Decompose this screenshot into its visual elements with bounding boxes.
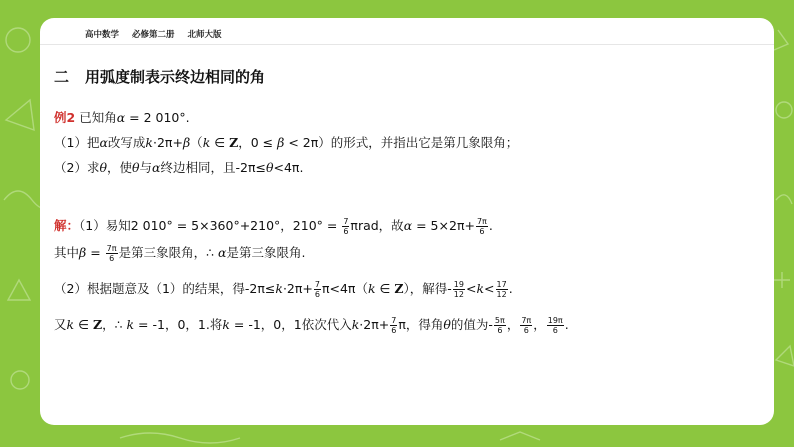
question-1: （1）把α改写成k·2π+β（k ∈ Z，0 ≤ β < 2π）的形式，并指出它是第几象限角； <box>54 135 519 150</box>
solution-line-3: （2）根据题意及（1）的结果，得-2π≤k·2π+ $\frac{7}{6}$ π<4π（k ∈ Z），解得- $\frac{19}{12}$ <k< $\frac{17}{12}$ . <box>54 280 513 299</box>
fraction: $\frac{7}{6}$ <box>343 217 349 236</box>
fraction: $\frac{7}{6}$ <box>314 280 320 299</box>
header-divider <box>40 44 774 45</box>
fraction: $\frac{7\pi}{6}$ <box>476 217 487 236</box>
fraction: $\frac{7}{6}$ <box>391 316 397 335</box>
section-title <box>54 66 265 87</box>
fraction: $\frac{5\pi}{6}$ <box>494 316 505 335</box>
book-tag: 必修第二册 <box>131 30 175 40</box>
solution-label: 解： <box>54 218 80 233</box>
fraction: $\frac{7\pi}{6}$ <box>106 244 117 263</box>
subject-tag: 高中数学 <box>85 30 120 40</box>
section-heading: 用弧度制表示终边相同的角 <box>85 68 266 86</box>
example-statement: 例2 已知角α = 2 010°. <box>54 110 190 125</box>
content-card <box>40 18 774 425</box>
publisher-tag: 北师大版 <box>187 30 222 40</box>
solution-line-1: 解：（1）易知2 010° = 5×360°+210°，210° = $\frac{7}{6}$ πrad，故α = 5×2π+ $\frac{7\pi}{6}$ . <box>54 217 493 236</box>
fraction: $\frac{7\pi}{6}$ <box>521 316 532 335</box>
question-2: （2）求θ，使θ与α终边相同，且-2π≤θ<4π. <box>54 160 304 175</box>
fraction: $\frac{19\pi}{6}$ <box>547 316 563 335</box>
fraction: $\frac{17}{12}$ <box>496 280 507 299</box>
solution-line-4: 又k ∈ Z，∴ k = -1，0，1.将k = -1，0，1依次代入k·2π+ $\frac{7}{6}$ π，得角θ的值为- $\frac{5\pi}{6}$ ， $\frac{7\pi}{6}$ ， $\frac{19\pi}{6}$ . <box>54 316 569 335</box>
section-number: 二 <box>54 68 70 86</box>
course-header <box>85 28 231 40</box>
example-label: 例2 <box>54 110 76 125</box>
fraction: $\frac{19}{12}$ <box>453 280 464 299</box>
solution-line-2: 其中β = $\frac{7\pi}{6}$ 是第三象限角，∴ α是第三象限角. <box>54 244 306 263</box>
